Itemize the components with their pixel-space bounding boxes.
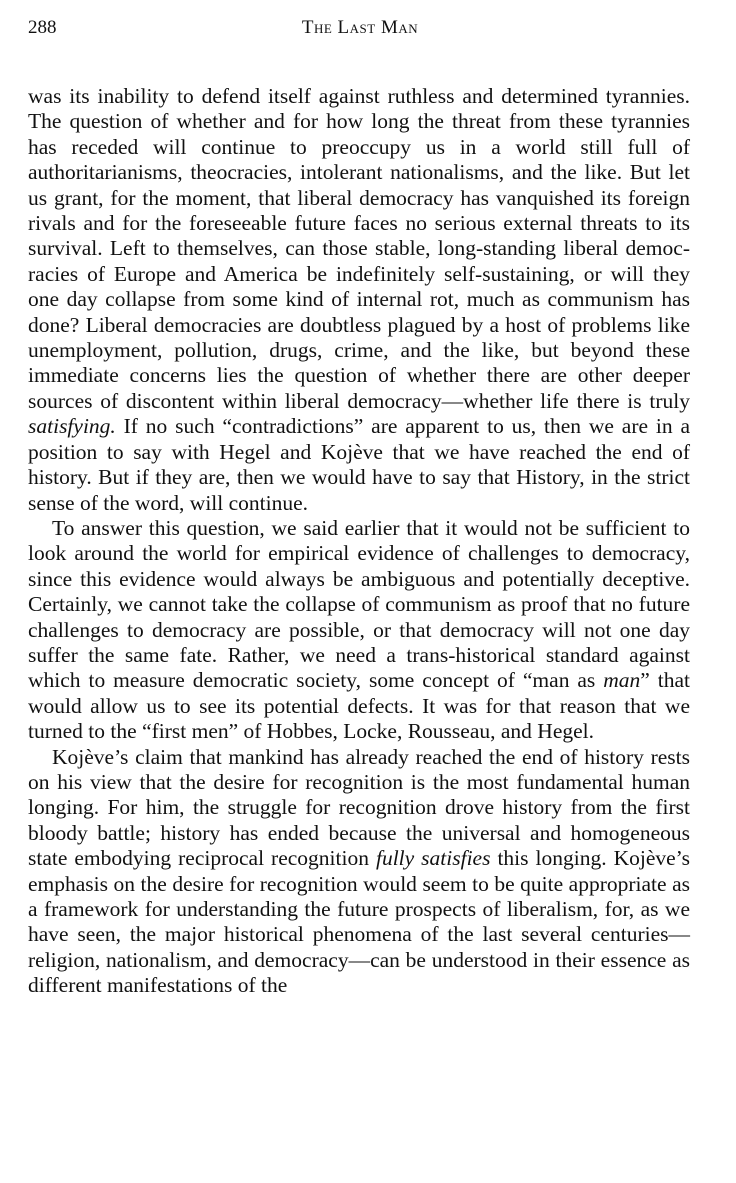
text-run: this longing. Kojève’s emphasis on the desire for recognition would seem to be quite appropriate as a framework for understanding the future prospects of liberalism, for, as we have seen, the major historical phenomena of the last several centuries—religion, nationalism, and democracy—can be understood in their essence as different manifestations of the (28, 846, 691, 998)
page-number: 288 (28, 17, 57, 38)
text-run: Kojève’s claim that mankind has already reached the end of history rests on his view that the desire for recognition is the most fundamental human longing. For him, the struggle for recognition drove history from the first bloody battle; history has ended because the universal and homogeneous state embodying reciprocal recognition (28, 744, 690, 871)
paragraph (28, 745, 690, 999)
paragraph (28, 84, 690, 516)
text-run: was its inability to defend itself against ruthless and determined tyrannies. The question of whether and for how long the threat from these tyrannies has receded will continue to preoccupy us in a world still full of authoritarianisms, theocracies, intolerant nationalisms, and the like. But let us grant, for the moment, that liberal democracy has vanquished its foreign rivals and for the foreseeable future faces no serious external threats to its survival. Left to themselves, can those stable, long-standing liberal democracies of Europe and America be indefinitely self-sustaining, or will they one day collapse from some kind of internal rot, much as communism has done? Liberal democracies are doubtless plagued by a host of problems like unemployment, pollution, drugs, crime, and the like, but beyond these immediate concerns lies the question of whether there are other deeper sources of discontent within liberal democracy—whether life there is truly (28, 84, 690, 413)
text-run: If no such “contradictions” are apparent to us, then we are in a position to say with Hegel and Kojève that we have reached the end of history. But if they are, then we would have to say that History, in the strict sense of the word, will continue. (28, 414, 690, 515)
emphasis-text: satisfying. (28, 414, 116, 439)
emphasis-text: fully satisfies (375, 846, 491, 871)
paragraph (28, 516, 690, 745)
text-run: To answer this question, we said earlier that it would not be sufficient to look around the world for empirical evidence of challenges to democracy, since this evidence would always be ambiguous and potentially deceptive. Certainly, we cannot take the collapse of communism as proof that no future challenges to democracy are possible, or that democracy will not one day suffer the same fate. Rather, we need a trans-historical standard against which to measure democratic society, some concept of “man as (28, 515, 690, 693)
running-title: The Last Man (301, 17, 419, 38)
running-head (28, 14, 692, 42)
text-run: ” that would allow us to see its potential defects. It was for that reason that we turned to the “first men” of Hobbes, Locke, Rousseau, and Hegel. (28, 668, 690, 744)
emphasis-text: man (603, 668, 641, 693)
body-text (28, 84, 690, 999)
